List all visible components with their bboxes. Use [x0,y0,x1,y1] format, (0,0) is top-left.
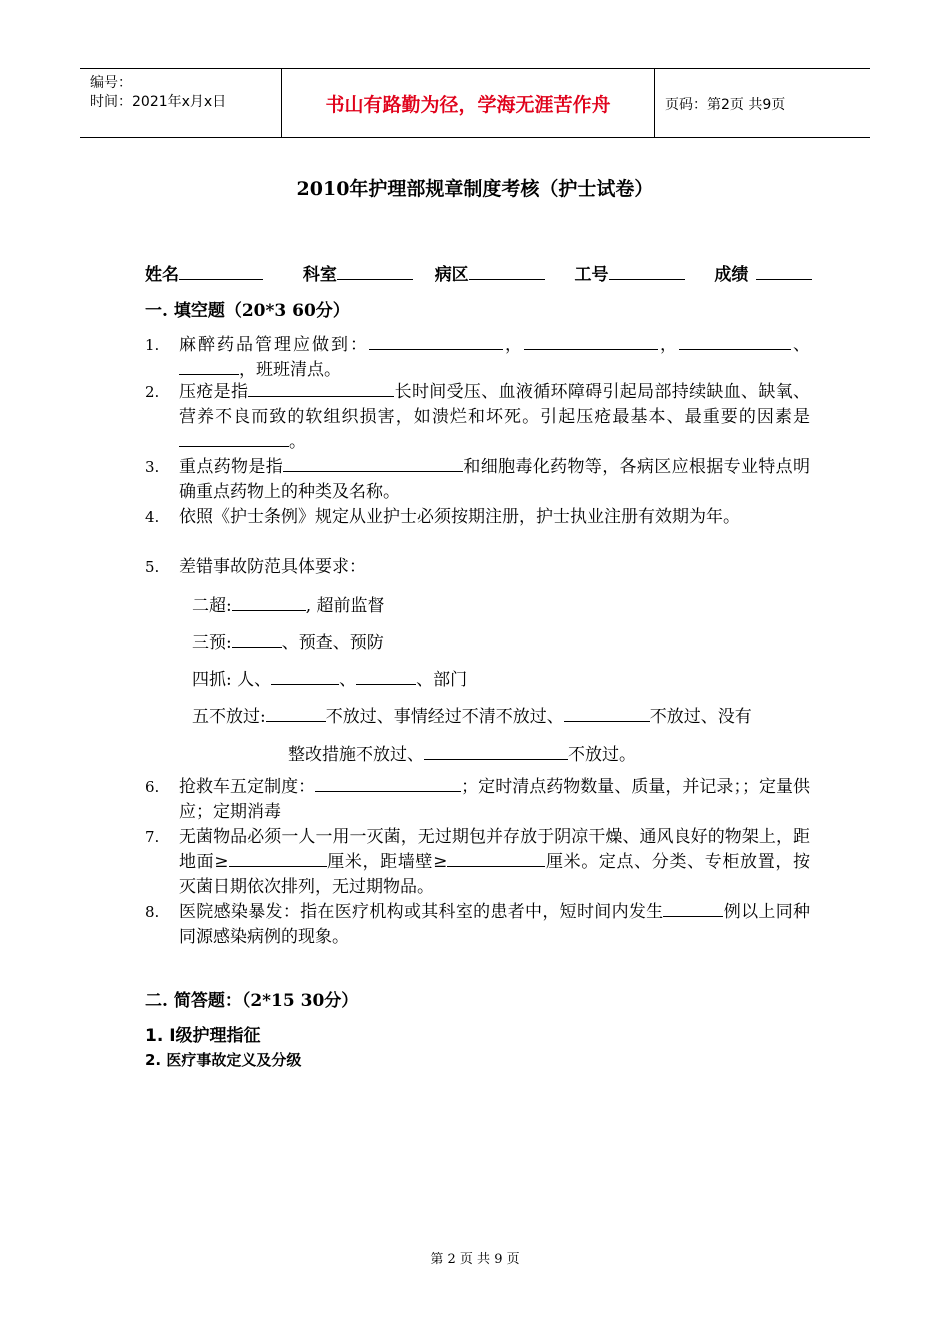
section-fill-in-heading: 一. 填空题（20*3 60分） [145,301,350,321]
answer-blank[interactable] [232,594,306,611]
page-footer: 第 2 页 共 9 页 [430,1252,520,1267]
sub-text: 四抓: 人、 [192,670,272,690]
q5-line-1 [192,591,385,616]
info-id-label: 工号 [574,265,609,285]
question-text: 无菌物品必须一人一用一灭菌，无过期包并存放于阴凉干燥、通风良好的物架上，距地面≥ [179,827,810,872]
answer-blank[interactable] [369,333,503,350]
page-header [80,68,870,138]
sub-text: 、 [339,670,357,690]
question-text: 差错事故防范具体要求： [179,557,366,577]
answer-blank[interactable] [564,705,650,722]
answer-blank[interactable] [424,743,568,760]
question-number: 3. [145,458,160,476]
question-3 [145,455,810,505]
answer-blank[interactable] [283,455,463,472]
info-dept-label: 科室 [302,265,337,285]
dept-blank[interactable] [337,263,413,280]
question-5 [145,555,810,580]
punct: ， [658,335,679,355]
header-page-info: 页码：第2页 共9页 [665,97,786,113]
question-number: 7. [145,828,160,846]
question-text: 例以上同种同源感染病例的现象。 [179,902,810,947]
answer-blank[interactable] [271,668,339,685]
sub-text: 三预: [192,633,232,653]
question-number: 1. [145,336,160,354]
punct: 、 [791,335,810,355]
question-number: 4. [145,508,160,526]
question-text: 厘米，距墙壁≥ [326,852,448,872]
question-text: 麻醉药品管理应做到： [179,335,369,355]
info-name-label: 姓名 [145,265,179,285]
question-text: 医院感染暴发：指在医疗机构或其科室的患者中，短时间内发生 [179,902,664,922]
question-text: 压疮是指 [179,382,249,402]
question-7 [145,825,810,900]
q5-line-4 [192,702,752,727]
q5-line-5 [288,740,636,765]
answer-blank[interactable] [447,850,545,867]
answer-blank[interactable] [179,430,289,447]
section-short-answer-heading: 二. 简答题：（2*15 30分） [145,991,359,1011]
sub-text: , 超前监督 [305,596,385,616]
info-score-label: 成绩 [714,265,749,285]
short-answer-question-1: 1. I级护理指征 [145,1026,261,1046]
question-2 [145,380,810,455]
question-text: 重点药物是指 [179,457,284,477]
answer-blank[interactable] [356,668,416,685]
question-text: ；定时清点药物数量、质量，并记录；；定量供应；定期消毒 [179,777,811,822]
question-number: 8. [145,903,160,921]
question-1 [145,333,810,383]
punct: 。 [289,432,306,452]
answer-blank[interactable] [248,380,394,397]
answer-blank[interactable] [663,900,723,917]
punct: ， [503,335,524,355]
answer-blank[interactable] [229,850,327,867]
answer-blank[interactable] [266,705,326,722]
q5-line-3 [192,665,467,690]
question-number: 2. [145,383,160,401]
answer-blank[interactable] [232,631,282,648]
sub-text: 不放过。 [568,745,636,765]
answer-blank[interactable] [679,333,791,350]
header-divider [654,69,655,137]
name-blank[interactable] [179,263,263,280]
sub-text: 、预查、预防 [281,633,384,653]
id-blank[interactable] [609,263,685,280]
answer-blank[interactable] [179,358,239,375]
code-label: 编号： [90,75,132,91]
score-blank[interactable] [756,263,812,280]
question-text: 依照《护士条例》规定从业护士必须按期注册，护士执业注册有效期为年。 [179,507,740,527]
question-4 [145,505,810,530]
sub-text: 五不放过: [192,707,266,727]
header-motto: 书山有路勤为径，学海无涯苦作舟 [325,93,611,116]
question-6 [145,775,810,825]
sub-text: 整改措施不放过、 [288,745,424,765]
time-label: 时间：2021年x月x日 [90,94,227,110]
page-title: 2010年护理部规章制度考核（护士试卷） [296,178,654,200]
short-answer-question-2: 2. 医疗事故定义及分级 [145,1051,302,1069]
student-info-row [145,260,812,285]
question-number: 6. [145,778,160,796]
answer-blank[interactable] [524,333,658,350]
ward-blank[interactable] [469,263,545,280]
question-text: 抢救车五定制度： [179,777,316,797]
header-meta [80,69,280,137]
answer-blank[interactable] [315,775,461,792]
question-number: 5. [145,558,160,576]
sub-text: 不放过、事情经过不清不放过、 [325,707,564,727]
question-text: 厘米。定点、分类、专柜放置，按灭菌日期依次排列，无过期物品。 [179,852,810,897]
sub-text: 不放过、没有 [649,707,752,727]
question-8 [145,900,810,950]
info-ward-label: 病区 [434,265,469,285]
sub-text: 、部门 [416,670,468,690]
question-text: ，班班清点。 [239,360,341,380]
question-text: 长时间受压、血液循环障碍引起局部持续缺血、缺氧、营养不良而致的软组织损害，如溃烂和坏死。引起压疮最基本、最重要的因素是 [179,382,811,427]
sub-text: 二超: [192,596,232,616]
question-text: 和细胞毒化药物等，各病区应根据专业特点明确重点药物上的种类及名称。 [179,457,811,502]
q5-line-2 [192,628,384,653]
